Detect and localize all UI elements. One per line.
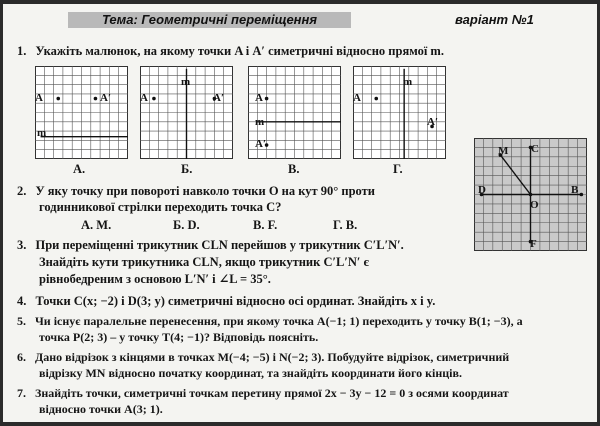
question-1 xyxy=(17,44,444,59)
fig-point-d: D xyxy=(478,184,486,196)
point-o-dot xyxy=(529,193,533,197)
variant-label: варіант №1 xyxy=(455,12,534,27)
q2-option-g: Г. B. xyxy=(333,218,358,232)
question-3-line3: рівнобедреним з основою L′N′ і ∠L = 35°. xyxy=(39,272,271,286)
point-a-dot xyxy=(265,97,269,101)
question-number: 3. xyxy=(17,238,27,252)
q2-option-a: А. M. xyxy=(81,218,112,232)
figure-g-grid xyxy=(353,66,446,159)
fig-a-point-a1: A′ xyxy=(100,92,112,104)
fig-point-f: F xyxy=(530,238,537,250)
question-text-line1: Чи існує паралельне перенесення, при якому точка A(−1; 1) переходить у точку B(1; −3), а xyxy=(35,314,523,328)
point-a-dot xyxy=(152,97,156,101)
fig-b-point-a: A xyxy=(140,92,148,104)
fig-v-point-a: A xyxy=(255,92,263,104)
question-5-line2: точка P(2; 3) – у точку T(4; −1)? Відповідь поясніть. xyxy=(39,330,319,344)
figure-label-g: Г. xyxy=(393,162,403,176)
worksheet xyxy=(3,4,597,422)
question-2-line2: годинникової стрілки переходить точка C? xyxy=(39,200,282,214)
fig-g-line-m: m xyxy=(403,76,413,88)
question-text-line1: Дано відрізок з кінцями в точках M(−4; −5) і N(−2; 3). Побудуйте відрізок, симетричний xyxy=(35,350,510,364)
question-6-line2: відрізку MN відносно початку координат, та знайдіть координати його кінців. xyxy=(39,366,462,380)
fig-b-line-m: m xyxy=(181,76,191,88)
fig-a-point-a: A xyxy=(35,92,43,104)
point-b-dot xyxy=(580,193,584,197)
question-text-line1: При переміщенні трикутник CLN перейшов у трикутник C′L′N′. xyxy=(35,238,404,252)
question-7 xyxy=(17,386,509,401)
fig-point-c: C xyxy=(531,143,539,155)
fig-g-point-a1: A′ xyxy=(427,116,439,128)
fig-point-o: O xyxy=(530,199,539,211)
topic-title: Тема: Геометричні переміщення xyxy=(68,12,351,28)
question-7-line2: відносно точки A(3; 1). xyxy=(39,402,163,416)
question-text: Точки C(x; −2) і D(3; y) симетричні відносно осі ординат. Знайдіть x і y. xyxy=(35,294,436,308)
q2-option-b: Б. D. xyxy=(173,218,200,232)
question-text: Укажіть малюнок, на якому точки A і A′ симетричні відносно прямої m. xyxy=(35,44,444,58)
figure-label-a: А. xyxy=(73,162,86,176)
point-a1-dot xyxy=(94,97,98,101)
fig-v-line-m: m xyxy=(255,116,265,128)
question-text-line1: Знайдіть точки, симетричні точкам перетину прямої 2x − 3y − 12 = 0 з осями координат xyxy=(35,386,509,400)
question-3 xyxy=(17,238,404,253)
question-6 xyxy=(17,350,509,365)
figure-label-b: Б. xyxy=(181,162,193,176)
figure-a-grid xyxy=(35,66,128,159)
question-number: 2. xyxy=(17,184,27,198)
q2-option-v: В. F. xyxy=(253,218,278,232)
fig-point-b: B xyxy=(571,184,579,196)
fig-point-m: M xyxy=(498,145,509,157)
question-number: 7. xyxy=(17,386,26,400)
fig-v-point-a1: A′ xyxy=(255,138,267,150)
question-text-line1: У яку точку при повороті навколо точки O на кут 90° проти xyxy=(35,184,375,198)
question-number: 4. xyxy=(17,294,27,308)
point-a-dot xyxy=(56,97,60,101)
fig-a-line-m: m xyxy=(37,127,47,139)
question-5 xyxy=(17,314,523,329)
question-2 xyxy=(17,184,375,199)
fig-b-point-a1: A′ xyxy=(213,92,225,104)
question-3-line2: Знайдіть кути трикутника CLN, якщо трикутник C′L′N′ є xyxy=(39,255,369,269)
question-number: 1. xyxy=(17,44,27,58)
point-a-dot xyxy=(374,97,378,101)
question-number: 5. xyxy=(17,314,26,328)
question-4 xyxy=(17,294,435,309)
question-number: 6. xyxy=(17,350,26,364)
figure-label-v: В. xyxy=(288,162,300,176)
fig-g-point-a: A xyxy=(353,92,361,104)
